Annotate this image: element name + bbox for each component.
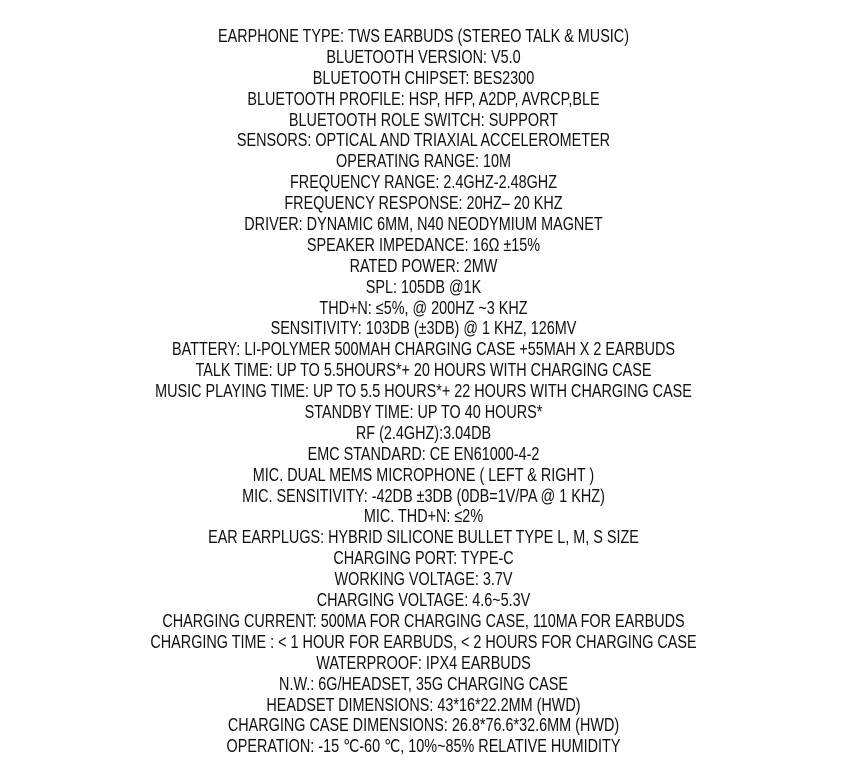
spec-rf: RF (2.4GHZ):3.04DB	[355, 422, 492, 443]
spec-standby-time: STANDBY TIME: UP TO 40 HOURS*	[304, 402, 543, 423]
spec-bluetooth-role-switch: BLUETOOTH ROLE SWITCH: SUPPORT	[288, 109, 559, 130]
spec-mic-thd-n: MIC. THD+N: ≤2%	[363, 506, 484, 527]
spec-ear-earplugs: EAR EARPLUGS: HYBRID SILICONE BULLET TYPE L, M, S SIZE	[208, 527, 639, 548]
spec-sensors: SENSORS: OPTICAL AND TRIAXIAL ACCELEROMETER	[236, 130, 611, 151]
spec-working-voltage: WORKING VOLTAGE: 3.7V	[334, 569, 513, 590]
spec-operating-range: OPERATING RANGE: 10M	[336, 151, 511, 172]
spec-bluetooth-chipset: BLUETOOTH CHIPSET: BES2300	[312, 67, 535, 88]
spec-talk-time: TALK TIME: UP TO 5.5HOURS*+ 20 HOURS WITH CHARGING CASE	[195, 360, 652, 381]
spec-charging-current: CHARGING CURRENT: 500MA FOR CHARGING CASE, 110MA FOR EARBUDS	[162, 610, 685, 631]
spec-sensitivity: SENSITIVITY: 103DB (±3DB) @ 1 KHZ, 126MV	[270, 318, 577, 339]
spec-charging-voltage: CHARGING VOLTAGE: 4.6~5.3V	[316, 590, 531, 611]
spec-speaker-impedance: SPEAKER IMPEDANCE: 16Ω ±15%	[306, 234, 541, 255]
spec-driver: DRIVER: DYNAMIC 6MM, N40 NEODYMIUM MAGNET	[244, 214, 603, 235]
spec-spl: SPL: 105DB @1K	[365, 276, 482, 297]
spec-list	[0, 26, 847, 757]
spec-mic-sensitivity: MIC. SENSITIVITY: -42DB ±3DB (0DB=1V/PA @ 1 KHZ)	[242, 485, 605, 506]
spec-emc-standard: EMC STANDARD: CE EN61000-4-2	[307, 443, 540, 464]
spec-operation: OPERATION: -15 ℃-60 ℃, 10%~85% RELATIVE HUMIDITY	[226, 736, 621, 757]
spec-bluetooth-profile: BLUETOOTH PROFILE: HSP, HFP, A2DP, AVRCP,BLE	[247, 88, 600, 109]
spec-charging-time: CHARGING TIME : < 1 HOUR FOR EARBUDS, < 2 HOURS FOR CHARGING CASE	[150, 631, 697, 652]
spec-frequency-range: FREQUENCY RANGE: 2.4GHZ-2.48GHZ	[290, 172, 557, 193]
spec-battery: BATTERY: LI-POLYMER 500MAH CHARGING CASE +55MAH X 2 EARBUDS	[172, 339, 675, 360]
spec-charging-port: CHARGING PORT: TYPE-C	[333, 548, 514, 569]
spec-music-playing-time: MUSIC PLAYING TIME: UP TO 5.5 HOURS*+ 22 HOURS WITH CHARGING CASE	[155, 381, 692, 402]
spec-headset-dimensions: HEADSET DIMENSIONS: 43*16*22.2MM (HWD)	[266, 694, 581, 715]
spec-frequency-response: FREQUENCY RESPONSE: 20HZ– 20 KHZ	[284, 193, 563, 214]
spec-earphone-type: EARPHONE TYPE: TWS EARBUDS (STEREO TALK & MUSIC)	[217, 26, 629, 46]
spec-rated-power: RATED POWER: 2MW	[349, 255, 498, 276]
spec-mic: MIC. DUAL MEMS MICROPHONE ( LEFT & RIGHT )	[252, 464, 595, 485]
spec-bluetooth-version: BLUETOOTH VERSION: V5.0	[326, 46, 521, 67]
spec-net-weight: N.W.: 6G/HEADSET, 35G CHARGING CASE	[279, 673, 568, 694]
spec-thd-n: THD+N: ≤5%, @ 200HZ ~3 KHZ	[319, 297, 528, 318]
spec-waterproof: WATERPROOF: IPX4 EARBUDS	[316, 652, 531, 673]
spec-charging-case-dimensions: CHARGING CASE DIMENSIONS: 26.8*76.6*32.6MM (HWD)	[227, 715, 620, 736]
